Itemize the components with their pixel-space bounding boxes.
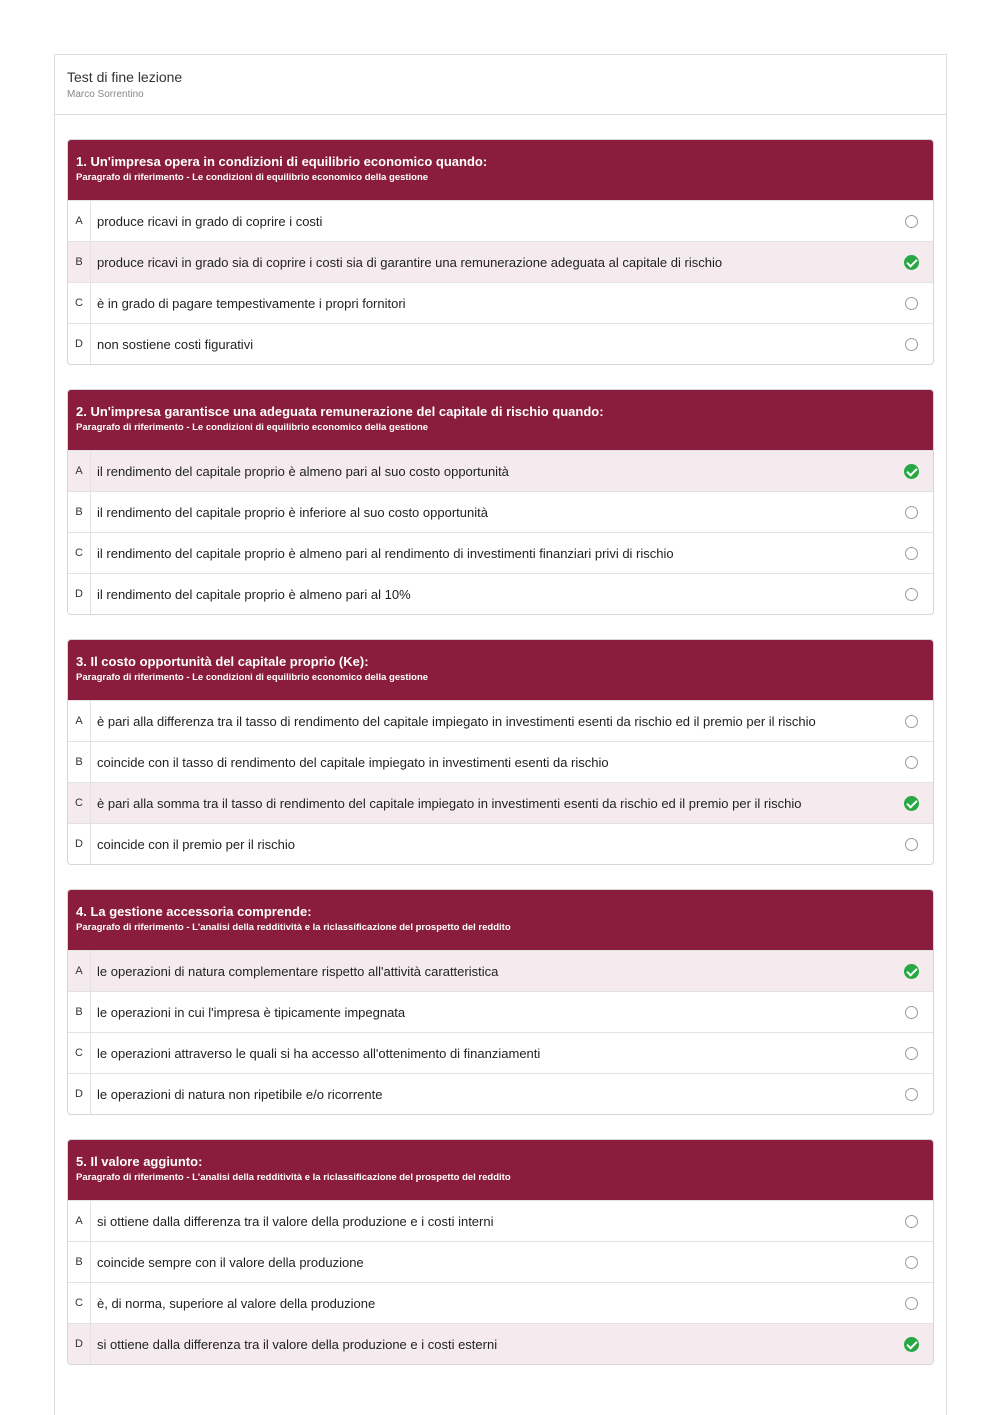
page-title: Test di fine lezione [67,69,183,85]
option-mark [889,824,933,864]
question-title: 5. Il valore aggiunto: [76,1154,203,1169]
option-letter: D [68,824,91,864]
question-reference: Paragrafo di riferimento - Le condizioni di equilibrio economico della gestione [76,172,429,183]
question-card [67,1139,934,1365]
option-mark [889,1324,933,1364]
option-letter: B [68,992,91,1032]
author-name: Marco Sorrentino [67,89,144,100]
option-text: si ottiene dalla differenza tra il valore della produzione e i costi interni [97,1213,494,1229]
radio-circle-icon[interactable] [905,1088,918,1101]
option-text: coincide sempre con il valore della produzione [97,1254,364,1270]
option-letter: B [68,1242,91,1282]
radio-circle-icon[interactable] [905,506,918,519]
option-mark [889,533,933,573]
option-letter: B [68,242,91,282]
option-text: il rendimento del capitale proprio è almeno pari al 10% [97,586,411,602]
question-title: 4. La gestione accessoria comprende: [76,904,312,919]
option-mark [889,1201,933,1241]
option-mark [889,201,933,241]
question-card [67,639,934,865]
check-circle-icon[interactable] [904,796,919,811]
option-mark [889,492,933,532]
option-text: è, di norma, superiore al valore della produzione [97,1295,376,1311]
radio-circle-icon[interactable] [905,715,918,728]
option-mark [889,951,933,991]
option-text: produce ricavi in grado sia di coprire i costi sia di garantire una remunerazione adeguata al capitale di rischio [97,254,723,270]
option-text: produce ricavi in grado di coprire i costi [97,213,323,229]
answer-option[interactable] [68,1032,933,1073]
option-letter: A [68,701,91,741]
option-text: è pari alla differenza tra il tasso di rendimento del capitale impiegato in investimenti esenti da rischio ed il premio per il rischio [97,713,816,729]
check-circle-icon[interactable] [904,964,919,979]
option-text: il rendimento del capitale proprio è almeno pari al suo costo opportunità [97,463,509,479]
question-header [68,640,933,700]
option-mark [889,783,933,823]
question-card [67,139,934,365]
option-mark [889,1033,933,1073]
radio-circle-icon[interactable] [905,1297,918,1310]
radio-circle-icon[interactable] [905,215,918,228]
answer-option[interactable] [68,532,933,573]
answer-option[interactable] [68,991,933,1032]
answer-option[interactable] [68,823,933,864]
question-header [68,390,933,450]
option-letter: C [68,283,91,323]
answer-option[interactable] [68,950,933,991]
question-title: 3. Il costo opportunità del capitale proprio (Ke): [76,654,369,669]
option-text: coincide con il premio per il rischio [97,836,295,852]
option-text: le operazioni di natura complementare rispetto all'attività caratteristica [97,963,499,979]
question-header [68,890,933,950]
option-letter: D [68,1074,91,1114]
option-text: le operazioni in cui l'impresa è tipicamente impegnata [97,1004,406,1020]
option-letter: C [68,533,91,573]
answer-option[interactable] [68,200,933,241]
option-letter: A [68,201,91,241]
option-text: le operazioni attraverso le quali si ha accesso all'ottenimento di finanziamenti [97,1045,541,1061]
radio-circle-icon[interactable] [905,588,918,601]
option-mark [889,742,933,782]
option-letter: C [68,1283,91,1323]
option-letter: A [68,1201,91,1241]
radio-circle-icon[interactable] [905,338,918,351]
answer-option[interactable] [68,282,933,323]
answer-option[interactable] [68,1200,933,1241]
answer-option[interactable] [68,323,933,364]
option-text: coincide con il tasso di rendimento del capitale impiegato in investimenti esenti da rischio [97,754,609,770]
check-circle-icon[interactable] [904,1337,919,1352]
option-mark [889,1242,933,1282]
question-list [55,115,946,1365]
option-letter: B [68,742,91,782]
option-letter: A [68,451,91,491]
answer-option[interactable] [68,741,933,782]
option-mark [889,283,933,323]
answer-option[interactable] [68,1282,933,1323]
radio-circle-icon[interactable] [905,1047,918,1060]
question-header [68,140,933,200]
answer-option[interactable] [68,1323,933,1364]
option-text: il rendimento del capitale proprio è inferiore al suo costo opportunità [97,504,488,520]
option-text: è pari alla somma tra il tasso di rendimento del capitale impiegato in investimenti esenti da rischio ed il premio per il rischio [97,795,802,811]
option-text: le operazioni di natura non ripetibile e/o ricorrente [97,1086,383,1102]
option-letter: D [68,1324,91,1364]
check-circle-icon[interactable] [904,255,919,270]
answer-option[interactable] [68,491,933,532]
option-mark [889,451,933,491]
option-mark [889,701,933,741]
question-reference: Paragrafo di riferimento - L'analisi della redditività e la riclassificazione del prospetto del reddito [76,922,511,933]
radio-circle-icon[interactable] [905,756,918,769]
option-letter: C [68,783,91,823]
radio-circle-icon[interactable] [905,547,918,560]
answer-option[interactable] [68,1073,933,1114]
radio-circle-icon[interactable] [905,297,918,310]
option-mark [889,242,933,282]
option-letter: A [68,951,91,991]
option-mark [889,324,933,364]
answer-option[interactable] [68,241,933,282]
option-letter: D [68,324,91,364]
option-text: non sostiene costi figurativi [97,336,254,352]
question-title: 2. Un'impresa garantisce una adeguata remunerazione del capitale di rischio quando: [76,404,604,419]
question-header [68,1140,933,1200]
page-header [55,55,946,115]
answer-option[interactable] [68,782,933,823]
question-card [67,889,934,1115]
question-reference: Paragrafo di riferimento - Le condizioni di equilibrio economico della gestione [76,422,429,433]
check-circle-icon[interactable] [904,464,919,479]
question-reference: Paragrafo di riferimento - L'analisi della redditività e la riclassificazione del prospetto del reddito [76,1172,511,1183]
answer-option[interactable] [68,573,933,614]
question-reference: Paragrafo di riferimento - Le condizioni di equilibrio economico della gestione [76,672,429,683]
option-mark [889,574,933,614]
option-text: il rendimento del capitale proprio è almeno pari al rendimento di investimenti finanziari privi di rischio [97,545,674,561]
option-letter: C [68,1033,91,1073]
option-text: è in grado di pagare tempestivamente i propri fornitori [97,295,406,311]
answer-option[interactable] [68,1241,933,1282]
question-title: 1. Un'impresa opera in condizioni di equilibrio economico quando: [76,154,488,169]
option-mark [889,1283,933,1323]
radio-circle-icon[interactable] [905,838,918,851]
radio-circle-icon[interactable] [905,1006,918,1019]
option-mark [889,992,933,1032]
radio-circle-icon[interactable] [905,1215,918,1228]
option-letter: B [68,492,91,532]
answer-option[interactable] [68,700,933,741]
option-mark [889,1074,933,1114]
answer-option[interactable] [68,450,933,491]
test-page [54,54,947,1415]
radio-circle-icon[interactable] [905,1256,918,1269]
option-letter: D [68,574,91,614]
question-card [67,389,934,615]
option-text: si ottiene dalla differenza tra il valore della produzione e i costi esterni [97,1336,498,1352]
